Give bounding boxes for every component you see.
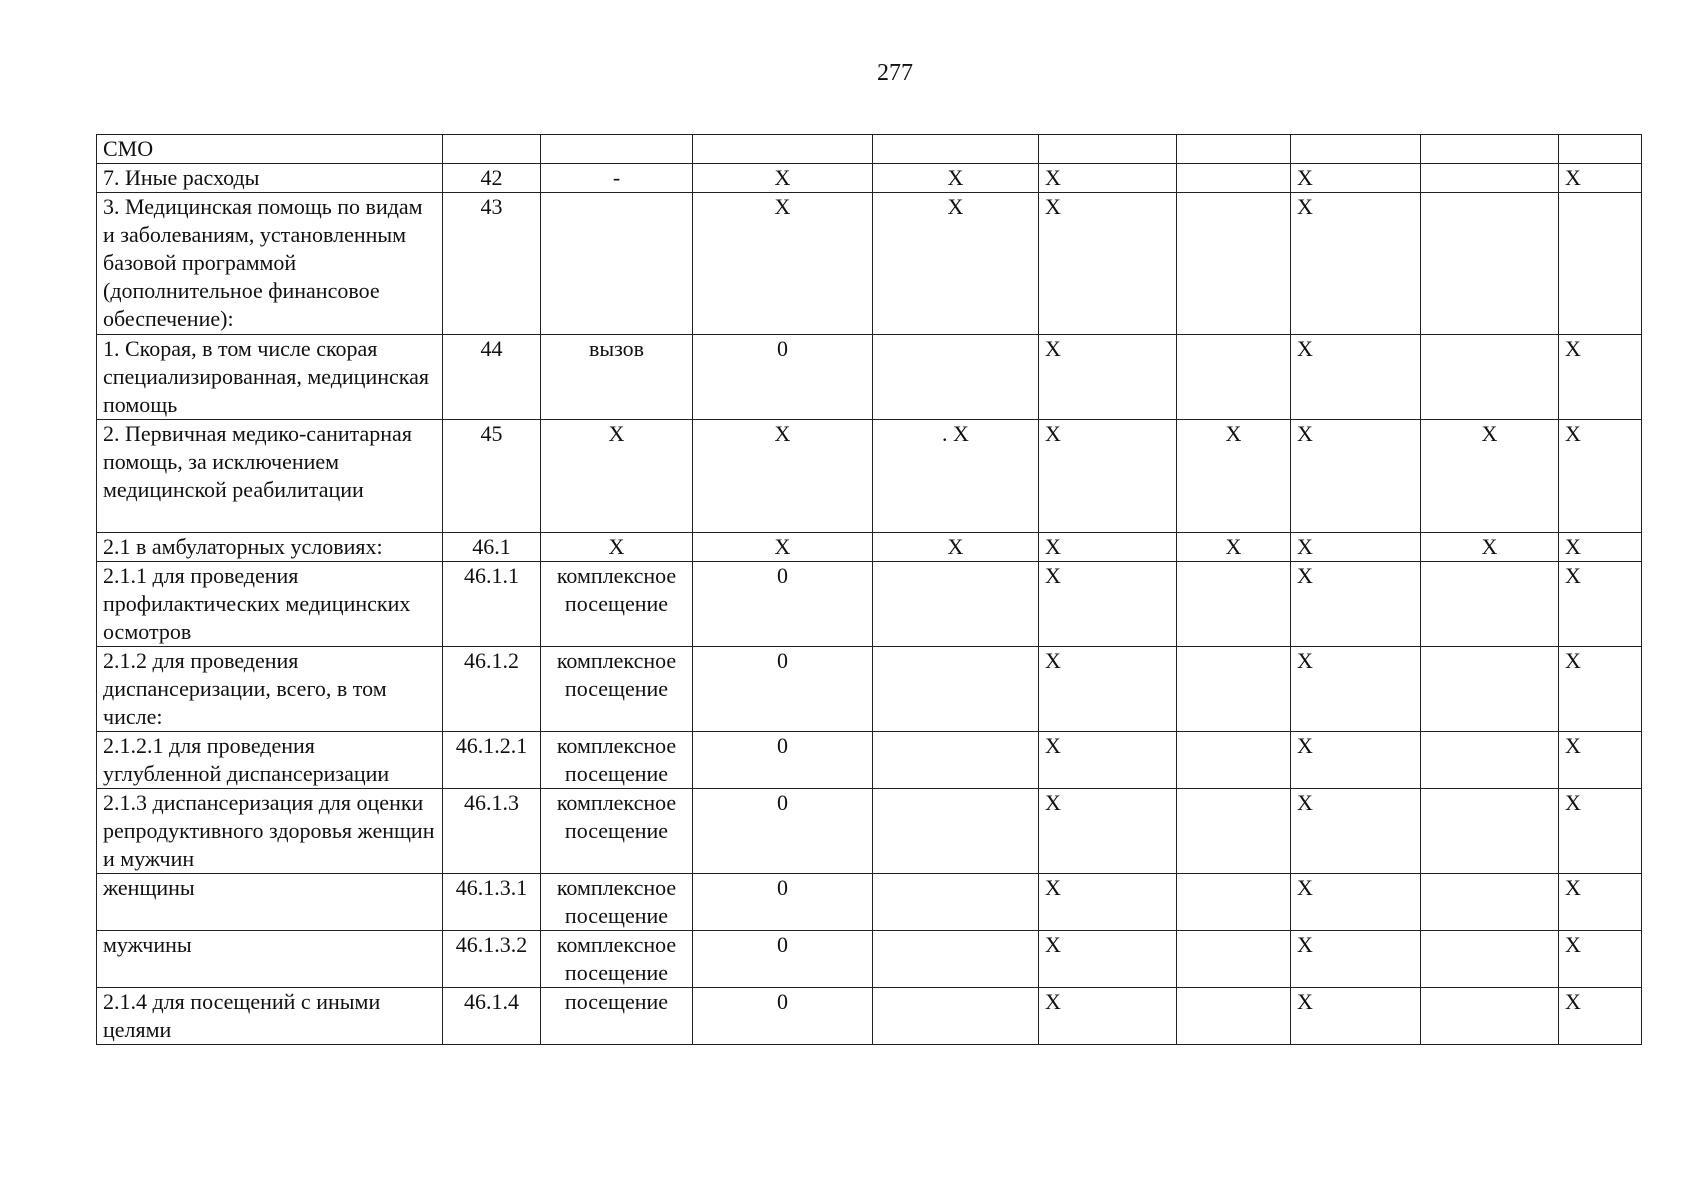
value-cell: X	[1291, 732, 1421, 789]
unit-cell: комплексное посещение	[541, 789, 693, 874]
value-cell	[1177, 164, 1291, 193]
value-cell: X	[1559, 931, 1642, 988]
unit-cell: -	[541, 164, 693, 193]
value-cell	[693, 135, 873, 164]
value-cell	[1177, 193, 1291, 335]
value-cell: . X	[873, 420, 1039, 533]
value-cell: X	[693, 164, 873, 193]
value-cell	[1177, 988, 1291, 1045]
value-cell	[873, 135, 1039, 164]
value-cell: X	[1291, 193, 1421, 335]
row-number: 46.1.2.1	[443, 732, 541, 789]
value-cell: X	[873, 164, 1039, 193]
unit-cell: X	[541, 420, 693, 533]
table-row	[97, 420, 1642, 533]
unit-cell: комплексное посещение	[541, 647, 693, 732]
value-cell	[1421, 988, 1559, 1045]
row-number: 45	[443, 420, 541, 533]
value-cell: X	[1559, 874, 1642, 931]
value-cell: X	[1291, 420, 1421, 533]
value-cell	[1177, 562, 1291, 647]
table-row	[97, 732, 1642, 789]
row-number: 46.1.2	[443, 647, 541, 732]
value-cell: X	[1039, 193, 1177, 335]
unit-cell: комплексное посещение	[541, 562, 693, 647]
row-name: 2.1 в амбулаторных условиях:	[97, 533, 443, 562]
value-cell: X	[1177, 533, 1291, 562]
value-cell	[1177, 874, 1291, 931]
value-cell	[873, 562, 1039, 647]
row-number: 42	[443, 164, 541, 193]
value-cell	[1177, 647, 1291, 732]
value-cell: X	[1291, 988, 1421, 1045]
row-number: 46.1.4	[443, 988, 541, 1045]
value-cell: X	[1039, 335, 1177, 420]
table-row	[97, 193, 1642, 335]
value-cell: X	[873, 193, 1039, 335]
value-cell	[1177, 732, 1291, 789]
value-cell: 0	[693, 647, 873, 732]
row-name: 2.1.3 диспансеризация для оценки репродуктивного здоровья женщин и мужчин	[97, 789, 443, 874]
value-cell	[1177, 135, 1291, 164]
value-cell: X	[1039, 562, 1177, 647]
unit-cell	[541, 193, 693, 335]
table-row	[97, 988, 1642, 1045]
value-cell	[1421, 789, 1559, 874]
value-cell	[1421, 562, 1559, 647]
value-cell: X	[1559, 164, 1642, 193]
value-cell	[1421, 931, 1559, 988]
value-cell: 0	[693, 562, 873, 647]
value-cell: X	[1039, 732, 1177, 789]
value-cell	[1421, 193, 1559, 335]
value-cell: X	[1039, 420, 1177, 533]
row-number: 46.1.1	[443, 562, 541, 647]
table-row	[97, 533, 1642, 562]
row-name: 2. Первичная медико-санитарная помощь, за исключением медицинской реабилитации	[97, 420, 443, 533]
unit-cell: комплексное посещение	[541, 874, 693, 931]
value-cell	[873, 335, 1039, 420]
row-name: 3. Медицинская помощь по видам и заболеваниям, установленным базовой программой (дополнительное финансовое обеспечение):	[97, 193, 443, 335]
table-row	[97, 931, 1642, 988]
value-cell: 0	[693, 335, 873, 420]
value-cell: X	[1291, 335, 1421, 420]
value-cell: X	[1291, 647, 1421, 732]
table-row	[97, 562, 1642, 647]
value-cell: X	[1559, 562, 1642, 647]
value-cell	[1039, 135, 1177, 164]
value-cell	[873, 988, 1039, 1045]
value-cell	[1177, 335, 1291, 420]
value-cell	[1559, 193, 1642, 335]
value-cell: X	[1291, 164, 1421, 193]
unit-cell: посещение	[541, 988, 693, 1045]
value-cell	[1421, 335, 1559, 420]
row-name: мужчины	[97, 931, 443, 988]
row-number: 46.1	[443, 533, 541, 562]
value-cell	[1177, 931, 1291, 988]
value-cell: X	[1039, 533, 1177, 562]
table-row	[97, 135, 1642, 164]
row-name: 1. Скорая, в том числе скорая специализированная, медицинская помощь	[97, 335, 443, 420]
value-cell: X	[1039, 874, 1177, 931]
value-cell: X	[1559, 533, 1642, 562]
value-cell: 0	[693, 931, 873, 988]
row-name: 2.1.2.1 для проведения углубленной диспансеризации	[97, 732, 443, 789]
row-number: 44	[443, 335, 541, 420]
unit-cell: вызов	[541, 335, 693, 420]
value-cell: X	[693, 533, 873, 562]
value-cell: X	[1039, 789, 1177, 874]
table-row	[97, 647, 1642, 732]
row-number: 46.1.3	[443, 789, 541, 874]
value-cell: X	[1039, 988, 1177, 1045]
value-cell: X	[1039, 931, 1177, 988]
value-cell: X	[1559, 647, 1642, 732]
row-number	[443, 135, 541, 164]
value-cell: X	[1039, 647, 1177, 732]
row-number: 46.1.3.1	[443, 874, 541, 931]
financial-table	[96, 134, 1642, 1045]
value-cell	[873, 874, 1039, 931]
value-cell	[1421, 164, 1559, 193]
table-row	[97, 335, 1642, 420]
table-row	[97, 164, 1642, 193]
value-cell: 0	[693, 874, 873, 931]
value-cell	[873, 647, 1039, 732]
value-cell	[1421, 647, 1559, 732]
row-name: 7. Иные расходы	[97, 164, 443, 193]
value-cell: 0	[693, 732, 873, 789]
value-cell	[1291, 135, 1421, 164]
value-cell: X	[1559, 988, 1642, 1045]
value-cell	[1421, 732, 1559, 789]
value-cell: X	[1039, 164, 1177, 193]
value-cell: X	[693, 193, 873, 335]
value-cell	[1177, 789, 1291, 874]
value-cell	[1421, 135, 1559, 164]
value-cell: X	[1291, 562, 1421, 647]
unit-cell: комплексное посещение	[541, 732, 693, 789]
value-cell: X	[1421, 533, 1559, 562]
value-cell: X	[1291, 533, 1421, 562]
unit-cell: X	[541, 533, 693, 562]
value-cell: X	[873, 533, 1039, 562]
value-cell: X	[1421, 420, 1559, 533]
row-number: 43	[443, 193, 541, 335]
value-cell: X	[1559, 789, 1642, 874]
value-cell: X	[1559, 732, 1642, 789]
value-cell	[873, 732, 1039, 789]
row-name: 2.1.2 для проведения диспансеризации, всего, в том числе:	[97, 647, 443, 732]
value-cell: 0	[693, 789, 873, 874]
unit-cell: комплексное посещение	[541, 931, 693, 988]
value-cell: X	[1291, 789, 1421, 874]
table-row	[97, 789, 1642, 874]
value-cell	[1421, 874, 1559, 931]
value-cell: X	[1291, 874, 1421, 931]
value-cell: X	[1177, 420, 1291, 533]
table-row	[97, 874, 1642, 931]
value-cell: 0	[693, 988, 873, 1045]
row-name: женщины	[97, 874, 443, 931]
value-cell: X	[1559, 420, 1642, 533]
row-name: 2.1.1 для проведения профилактических медицинских осмотров	[97, 562, 443, 647]
row-number: 46.1.3.2	[443, 931, 541, 988]
row-name: 2.1.4 для посещений с иными целями	[97, 988, 443, 1045]
value-cell: X	[1291, 931, 1421, 988]
value-cell	[873, 931, 1039, 988]
value-cell	[1559, 135, 1642, 164]
value-cell: X	[1559, 335, 1642, 420]
value-cell	[873, 789, 1039, 874]
unit-cell	[541, 135, 693, 164]
row-name: СМО	[97, 135, 443, 164]
value-cell: X	[693, 420, 873, 533]
page-number: 277	[877, 60, 913, 86]
